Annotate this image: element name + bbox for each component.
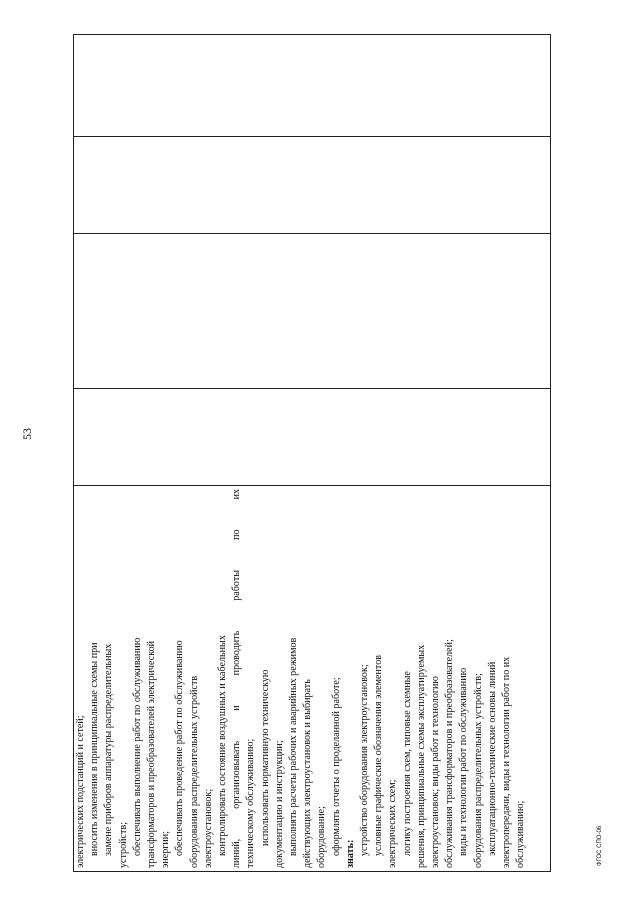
text-line: виды и технологии работ по обслуживанию bbox=[458, 667, 470, 856]
text-line: замене приборов аппаратуры распределительных bbox=[103, 643, 115, 856]
text-line: вносить изменения в принципиальные схемы при bbox=[89, 642, 101, 856]
text-line: условные графические обозначения элементов bbox=[373, 654, 385, 856]
text-line: трансформаторов и преобразователей электрической bbox=[146, 640, 158, 868]
text-line: решения, принципиальные схемы эксплуатируемых bbox=[415, 644, 427, 868]
text-line: устройств; bbox=[117, 821, 129, 868]
table-cell-empty bbox=[74, 136, 550, 233]
text-line: электроустановок; виды работ и технологию bbox=[430, 676, 442, 868]
skills-column bbox=[74, 485, 550, 871]
text-line: линий, организовывать и проводить работы по их bbox=[231, 488, 243, 868]
page-number: 53 bbox=[20, 428, 34, 440]
text-line: обеспечивать проведение работ по обслуживанию bbox=[174, 640, 186, 856]
text-line: оборудования распределительных устройств; bbox=[472, 673, 484, 868]
text-line: обеспечивать выполнение работ по обслуживанию bbox=[131, 637, 143, 856]
text-line: электроустановок; bbox=[202, 788, 214, 868]
text-line: техническому обслуживанию; bbox=[245, 738, 257, 868]
text-line: обслуживанию; bbox=[515, 800, 527, 868]
text-line: энергии; bbox=[160, 830, 172, 868]
table-cell-empty bbox=[74, 35, 550, 136]
table-cell-empty bbox=[74, 233, 550, 389]
table-cell-empty bbox=[74, 388, 550, 485]
text-line: оформлять отчеты о проделанной работе; bbox=[330, 677, 342, 856]
text-line: знать: bbox=[344, 839, 356, 868]
text-line: выполнять расчеты рабочих и аварийных режимов bbox=[288, 637, 300, 856]
competency-table bbox=[73, 34, 551, 872]
document-footer: ФГОС СПО-06 bbox=[597, 825, 603, 866]
text-line: контролировать состояние воздушных и кабельных bbox=[217, 635, 229, 856]
text-line: логику построения схем, типовые схемные bbox=[401, 671, 413, 856]
text-line: документацию и инструкции; bbox=[273, 740, 285, 868]
text-line: обслуживания трансформаторов и преобразователей; bbox=[444, 639, 456, 868]
text-line: электрических схем; bbox=[387, 779, 399, 868]
text-line: эксплуатационно-технические основы линий bbox=[486, 661, 498, 856]
text-line: использовать нормативную техническую bbox=[259, 669, 271, 846]
text-line: электрических подстанций и сетей; bbox=[75, 715, 86, 868]
text-line: действующих электроустановок и выбирать bbox=[302, 679, 314, 868]
text-line: электропередачи, виды и технологии работ по их bbox=[501, 656, 513, 868]
text-line: оборудование; bbox=[316, 806, 328, 868]
text-line: устройство оборудования электроустановок; bbox=[359, 664, 371, 856]
text-line: оборудования распределительных устройств bbox=[188, 675, 200, 868]
